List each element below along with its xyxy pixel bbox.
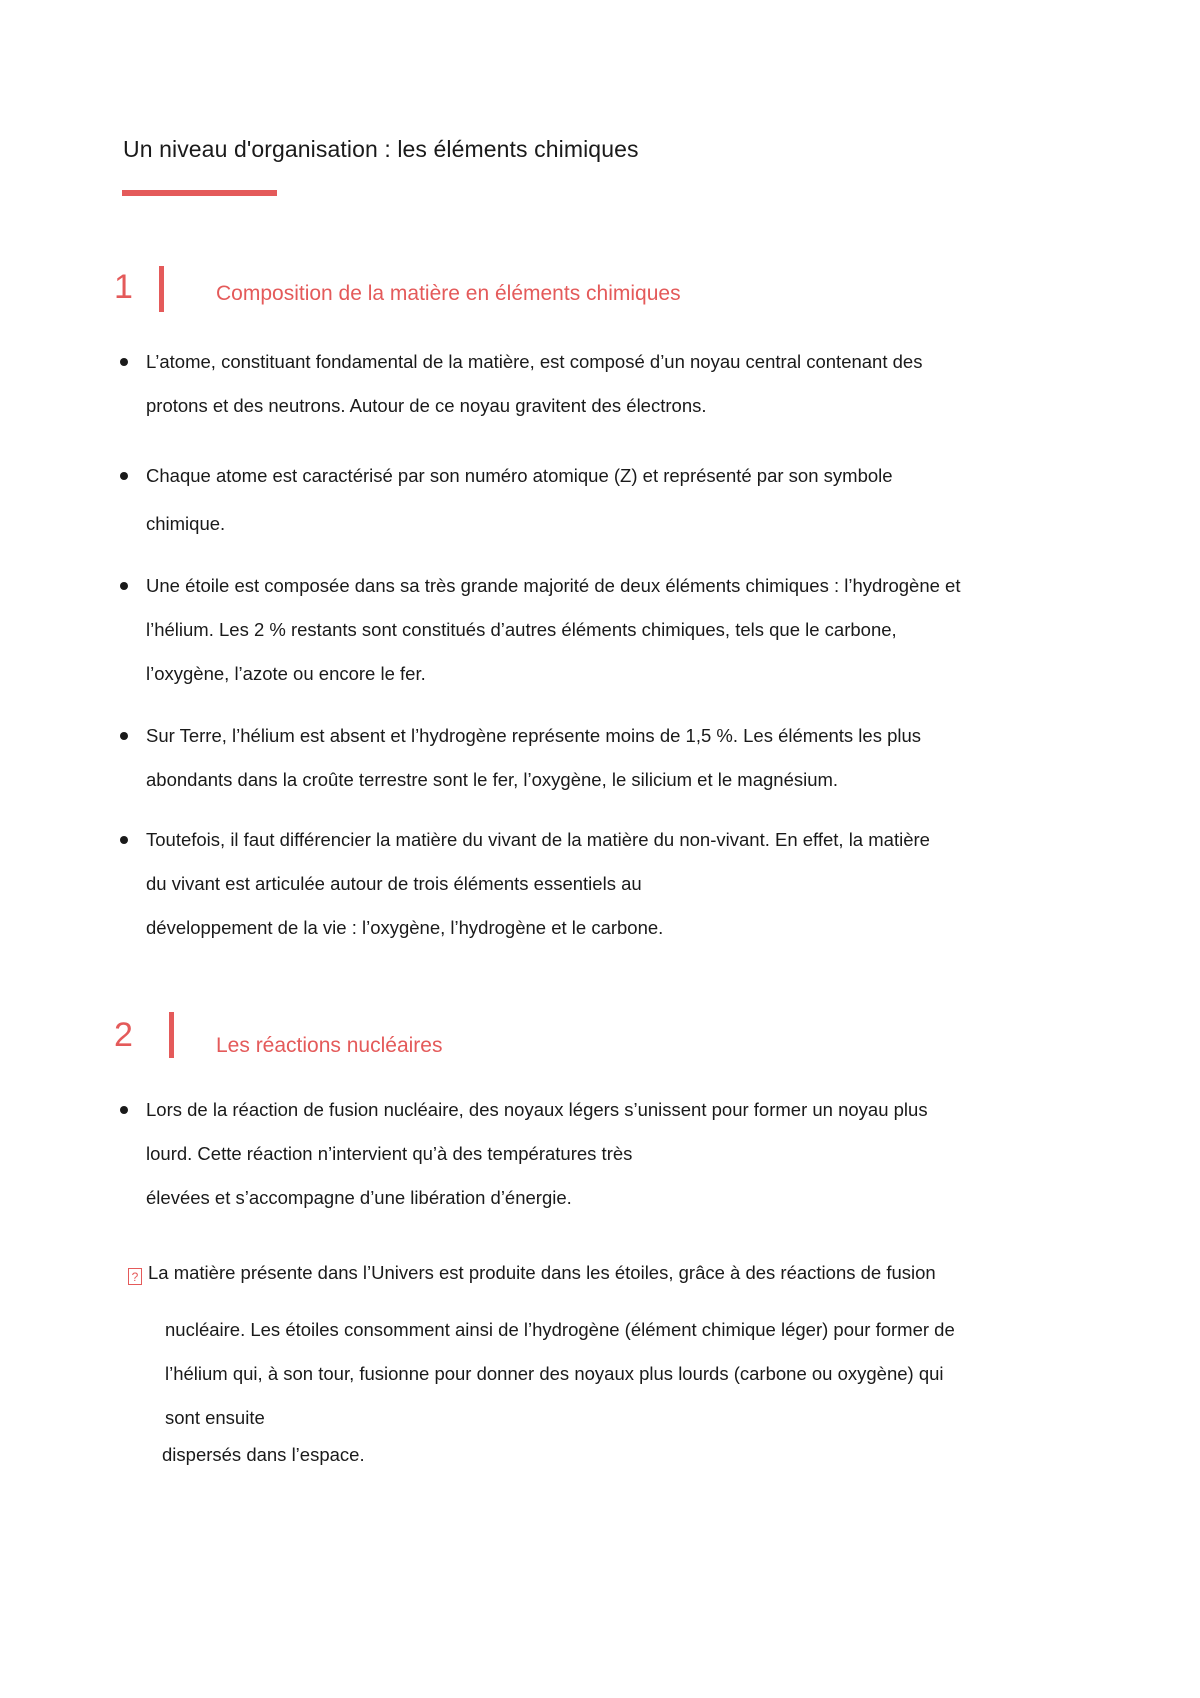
list-item-line: l’oxygène, l’azote ou encore le fer. <box>146 663 426 684</box>
page-title: Un niveau d'organisation : les éléments chimiques <box>123 136 639 162</box>
list-item-line: Une étoile est composée dans sa très grande majorité de deux éléments chimiques : l’hydrogène et <box>146 575 961 596</box>
list-item-line: chimique. <box>146 513 226 534</box>
section-title: Composition de la matière en éléments chimiques <box>216 282 681 305</box>
list-item <box>146 564 1092 696</box>
bullet-icon <box>120 1106 128 1114</box>
list-item-line: lourd. Cette réaction n’intervient qu’à des températures très <box>146 1143 633 1164</box>
list-item-line: Chaque atome est caractérisé par son numéro atomique (Z) et représenté par son symbole <box>146 465 893 486</box>
bullet-icon <box>120 472 128 480</box>
section-title: Les réactions nucléaires <box>216 1034 443 1057</box>
list-item-line: l’hélium. Les 2 % restants sont constitués d’autres éléments chimiques, tels que le carbone, <box>146 619 897 640</box>
bullet-icon <box>120 836 128 844</box>
section-2-heading <box>0 1014 1200 1074</box>
list-item-line: Sur Terre, l’hélium est absent et l’hydrogène représente moins de 1,5 %. Les éléments les plus <box>146 725 922 746</box>
section-1-heading <box>0 266 1200 326</box>
list-item <box>146 1088 1092 1220</box>
section-divider-bar <box>169 1012 174 1058</box>
section-number: 2 <box>114 1016 133 1054</box>
missing-glyph-icon: ? <box>128 1268 142 1285</box>
list-item-line: élevées et s’accompagne d’une libération d’énergie. <box>146 1187 572 1208</box>
list-item-line: abondants dans la croûte terrestre sont le fer, l’oxygène, le silicium et le magnésium. <box>146 769 839 790</box>
note-last-line: dispersés dans l’espace. <box>162 1444 365 1465</box>
list-item-line: Lors de la réaction de fusion nucléaire, des noyaux légers s’unissent pour former un noyau plus <box>146 1099 928 1120</box>
list-item-line: L’atome, constituant fondamental de la matière, est composé d’un noyau central contenant des <box>146 351 923 372</box>
bullet-icon <box>120 582 128 590</box>
note-text: La matière présente dans l’Univers est produite dans les étoiles, grâce à des réactions de fusion <box>148 1262 936 1283</box>
list-item <box>146 714 1092 802</box>
list-item <box>146 340 1092 428</box>
list-item-line: protons et des neutrons. Autour de ce noyau gravitent des électrons. <box>146 395 707 416</box>
note-paragraph <box>128 1262 936 1285</box>
list-item-line: Toutefois, il faut différencier la matière du vivant de la matière du non-vivant. En effet, la matière <box>146 829 930 850</box>
list-item-line: du vivant est articulée autour de trois éléments essentiels au <box>146 873 642 894</box>
section-number: 1 <box>114 268 133 306</box>
note-continuation <box>165 1308 955 1440</box>
bullet-icon <box>120 732 128 740</box>
list-item <box>146 818 1092 950</box>
bullet-icon <box>120 358 128 366</box>
list-item-line: développement de la vie : l’oxygène, l’hydrogène et le carbone. <box>146 917 664 938</box>
note-line: l’hélium qui, à son tour, fusionne pour donner des noyaux plus lourds (carbone ou oxygène) qui <box>165 1363 944 1384</box>
title-underline <box>122 190 277 196</box>
note-line: sont ensuite <box>165 1407 265 1428</box>
note-line: nucléaire. Les étoiles consomment ainsi de l’hydrogène (élément chimique léger) pour former de <box>165 1319 955 1340</box>
list-item <box>146 454 1092 546</box>
section-divider-bar <box>159 266 164 312</box>
